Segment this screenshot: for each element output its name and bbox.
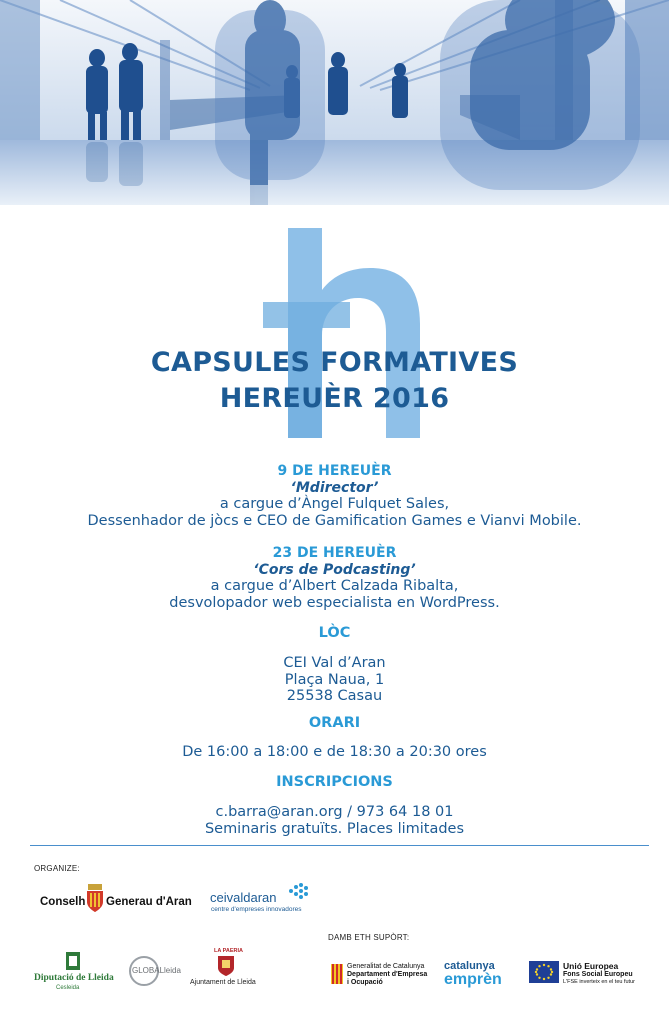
- session-date: 9 DE HEREUÈR: [277, 463, 392, 479]
- session-speaker: a cargue d’Albert Calzada Ribalta,: [210, 578, 459, 594]
- session-course: ‘Mdirector’: [290, 479, 379, 496]
- contact-link[interactable]: c.barra@aran.org / 973 64 18 01: [215, 804, 454, 820]
- location-heading: LÒC: [318, 625, 351, 641]
- registration-note: Seminaris gratuïts. Places limitades: [204, 820, 465, 837]
- address-line: 25538 Casau: [286, 688, 383, 704]
- session-role: Dessenhador de jòcs e CEO de Gamification Games e Vianvi Mobile.: [87, 512, 582, 529]
- logo-subtext: centre d'empreses innovadores: [211, 906, 302, 913]
- support-label: DAMB ETH SUPÒRT:: [328, 933, 410, 942]
- session-1: [0, 463, 669, 529]
- event-title-line2: HEREUÈR 2016: [219, 383, 450, 414]
- logo-text: catalunya: [444, 960, 495, 972]
- logo-text: L'FSE inverteix en el teu futur: [563, 979, 635, 985]
- eu-flag-icon: [529, 961, 559, 983]
- address-line: Plaça Naua, 1: [284, 671, 385, 688]
- dots-icon: [288, 882, 310, 900]
- session-speaker: a cargue d’Àngel Fulquet Sales,: [219, 496, 450, 512]
- session-role: desvolopador web especialista en WordPress.: [169, 594, 500, 611]
- logo-text: Ajuntament de Lleida: [190, 979, 256, 986]
- hero-photo: [0, 0, 669, 205]
- logo-text: Unió Europea: [563, 961, 619, 971]
- logo-subtext: Cesleida: [56, 985, 80, 991]
- logo-text: Conselh: [40, 896, 86, 908]
- organize-label: ORGANIZE:: [34, 864, 80, 873]
- diputacio-lleida-logo[interactable]: [34, 952, 114, 992]
- event-title-line1: CAPSULES FORMATIVES: [150, 347, 519, 378]
- generalitat-logo[interactable]: [331, 962, 441, 990]
- session-date: 23 DE HEREUÈR: [272, 545, 397, 561]
- globalleida-logo[interactable]: [128, 955, 188, 987]
- registration-heading: INSCRIPCIONS: [276, 774, 393, 790]
- logo-text: ceivaldaran: [210, 890, 277, 905]
- session-2: [0, 545, 669, 611]
- coat-of-arms-icon: [86, 884, 104, 912]
- session-course: ‘Cors de Podcasting’: [253, 561, 416, 578]
- schedule-text: De 16:00 a 18:00 e de 18:30 a 20:30 ores: [182, 744, 487, 760]
- conselh-generau-logo[interactable]: [40, 884, 200, 914]
- ceivaldaran-logo[interactable]: [210, 882, 320, 914]
- ajuntament-lleida-logo[interactable]: [190, 948, 265, 990]
- address-line: CEI Val d’Aran: [283, 655, 386, 671]
- logo-text: Generau d'Aran: [106, 896, 192, 908]
- logo-text: emprèn: [444, 971, 502, 988]
- shield-icon: [218, 956, 234, 976]
- uniò-europea-logo[interactable]: [529, 961, 659, 991]
- logo-text: Departament d'Empresa: [347, 971, 428, 978]
- logo-text: Diputació de Lleida: [34, 973, 114, 983]
- logo-text: LA PAERIA: [214, 948, 244, 954]
- logo-text: Generalitat de Catalunya: [347, 963, 425, 970]
- catalunya-empren-logo[interactable]: [444, 960, 524, 992]
- registration-block: [0, 804, 669, 837]
- logo-text: GLOBALleida: [132, 966, 181, 975]
- crest-icon: [66, 952, 80, 970]
- senyera-icon: [331, 964, 343, 984]
- corridor-image: [0, 0, 669, 205]
- schedule-heading: ORARI: [308, 715, 361, 731]
- footer-divider: [30, 845, 649, 846]
- logo-text: i Ocupació: [347, 979, 383, 986]
- location-address: [0, 655, 669, 705]
- logo-text: Fons Social Europeu: [563, 971, 633, 978]
